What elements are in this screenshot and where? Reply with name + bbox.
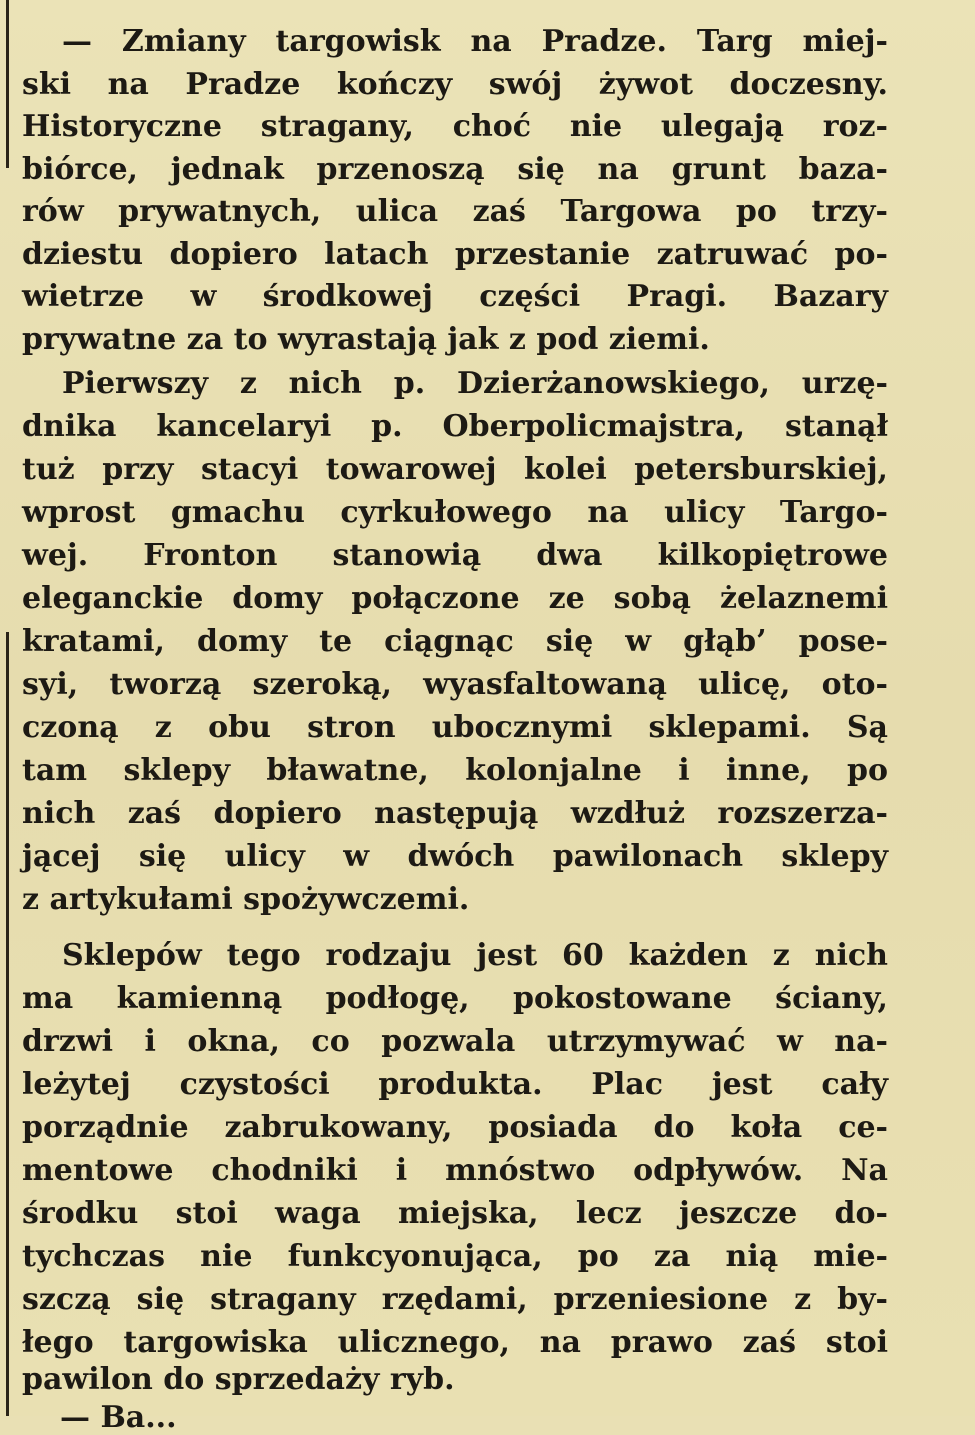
article-line: eleganckie domy połączone ze sobą żelaznemi <box>22 581 888 616</box>
article-line: środku stoi waga miejska, lecz jeszcze do- <box>22 1196 888 1231</box>
article-line: czoną z obu stron ubocznymi sklepami. Są <box>22 710 888 745</box>
cut-off-bottom-text: — Ba... <box>60 1400 177 1435</box>
article-line: drzwi i okna, co pozwala utrzymywać w na- <box>22 1024 888 1059</box>
article-line: wej. Fronton stanowią dwa kilkopiętrowe <box>22 538 888 573</box>
article-line: kratami, domy te ciągnąc się w głąb’ pose- <box>22 624 888 659</box>
article-line: — Zmiany targowisk na Pradze. Targ miej- <box>62 24 888 59</box>
article-line: biórce, jednak przenoszą się na grunt baza- <box>22 152 888 187</box>
article-line: z artykułami spożywczemi. <box>22 882 470 917</box>
article-line: pawilon do sprzedaży ryb. <box>22 1362 455 1397</box>
article-line: wprost gmachu cyrkułowego na ulicy Targo- <box>22 495 888 530</box>
article-line: Historyczne stragany, choć nie ulegają roz- <box>22 109 888 144</box>
article-line: Sklepów tego rodzaju jest 60 każden z nich <box>62 938 888 973</box>
article-line: jącej się ulicy w dwóch pawilonach sklepy <box>22 839 888 874</box>
article-line: dnika kancelaryi p. Oberpolicmajstra, stanął <box>22 409 888 444</box>
article-line: tam sklepy bławatne, kolonjalne i inne, po <box>22 753 888 788</box>
article-line: łego targowiska ulicznego, na prawo zaś stoi <box>22 1325 888 1360</box>
column-rule-top <box>6 0 9 168</box>
article-line: ski na Pradze kończy swój żywot doczesny. <box>22 67 888 102</box>
article-line: prywatne za to wyrastają jak z pod ziemi. <box>22 322 710 357</box>
article-line: tychczas nie funkcyonująca, po za nią mie- <box>22 1239 888 1274</box>
article-line: ma kamienną podłogę, pokostowane ściany, <box>22 981 888 1016</box>
article-line: nich zaś dopiero następują wzdłuż rozszerza- <box>22 796 888 831</box>
article-line: dziestu dopiero latach przestanie zatruwać po- <box>22 237 888 272</box>
article-line: wietrze w środkowej części Pragi. Bazary <box>22 279 888 314</box>
article-line: szczą się stragany rzędami, przeniesione z by- <box>22 1282 888 1317</box>
article-line: syi, tworzą szeroką, wyasfaltowaną ulicę, oto- <box>22 667 888 702</box>
article-line: leżytej czystości produkta. Plac jest cały <box>22 1067 888 1102</box>
article-line: Pierwszy z nich p. Dzierżanowskiego, urzę- <box>62 366 888 401</box>
article-line: mentowe chodniki i mnóstwo odpływów. Na <box>22 1153 888 1188</box>
article-line: tuż przy stacyi towarowej kolei petersburskiej, <box>22 452 888 487</box>
column-rule-bottom <box>6 632 9 1416</box>
article-line: porządnie zabrukowany, posiada do koła ce- <box>22 1110 888 1145</box>
article-line: rów prywatnych, ulica zaś Targowa po trzy- <box>22 194 888 229</box>
